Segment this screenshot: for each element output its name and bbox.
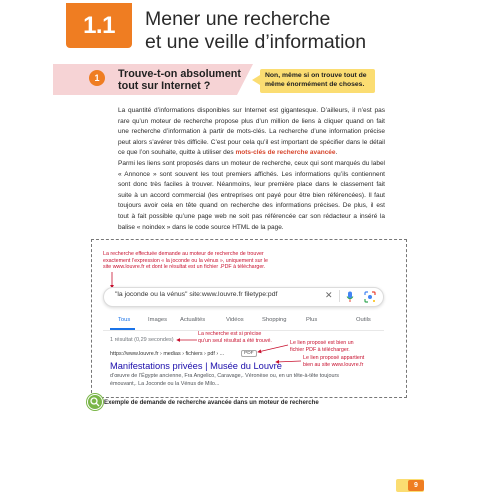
pdf-badge: PDF <box>241 350 257 357</box>
tab-videos[interactable]: Vidéos <box>226 317 244 323</box>
answer-line-2: même énormément de choses. <box>265 81 365 88</box>
body-line: peut alors s’avérer très difficile. C’est pour cela qu’il est important de spécifier dans le détail <box>118 138 385 146</box>
annotation-line: Le lien proposé appartient <box>303 355 365 361</box>
body-line: sont donc très faciles à trouver. Néanmoins, leur première place dans le classement fait <box>118 181 385 189</box>
camera-lens-icon[interactable] <box>364 290 376 308</box>
annotation-site <box>303 355 398 368</box>
annotation-line: La recherche effectuée demande au moteur de recherche de trouver <box>103 251 264 257</box>
annotation-line: fichier PDF à télécharger. <box>290 346 350 353</box>
page-title-line-1: Mener une recherche <box>145 8 331 30</box>
result-snippet <box>110 373 339 388</box>
question-line-2: tout sur Internet ? <box>118 80 211 92</box>
annotation-line: La recherche est si précise <box>198 331 262 337</box>
body-line: balise « noindex » dans le code source HTML de la page. <box>118 223 284 231</box>
body-line-start: ce que l’on souhaite, quitte à utiliser des <box>118 149 234 157</box>
annotation-line: bien au site www.louvre.fr <box>303 361 364 368</box>
page-number: 9 <box>408 480 424 491</box>
answer-line-1: Non, même si on trouve tout de <box>265 72 367 79</box>
search-divider <box>339 290 340 302</box>
question-number-badge: 1 <box>89 70 105 86</box>
body-line: rare qu’un moteur de recherche propose plus d’un million de liens à cliquer quand on fait <box>118 117 385 125</box>
snippet-line: d’œuvre de l’Égypte ancienne, Fra Angelico, Caravage,. Véronèse ou, en un tête-à-tête toujours <box>110 373 339 379</box>
result-url[interactable]: https://www.louvre.fr › medias › fichiers › pdf › ... <box>110 351 225 357</box>
body-line: suite à un accord commercial (les entreprises ont payé pour être bien référencées). Il faut <box>118 191 385 199</box>
body-line: La quantité d’informations disponibles sur Internet est gigantesque. D’ailleurs, il n’est pas <box>118 107 385 114</box>
body-line: « Annonce » sont souvent les tout premiers affichés. Les informations qu’ils contiennent <box>118 170 385 178</box>
section-number: 1.1 <box>83 11 115 39</box>
tab-actualites[interactable]: Actualités <box>180 317 206 323</box>
result-count: 1 résultat (0,29 secondes) <box>110 337 174 343</box>
keyword-suffix: . <box>335 149 338 157</box>
tab-outils[interactable]: Outils <box>356 317 371 323</box>
annotation-line: Le lien proposé est bien un <box>290 340 354 346</box>
body-line: Parmi les liens sont proposés dans un moteur de recherche, ceux qui sont marqués du label <box>118 159 385 167</box>
tab-plus[interactable]: Plus <box>306 317 318 323</box>
active-tab-indicator <box>110 328 135 330</box>
keyword-highlight: mots-clés de recherche avancée <box>235 149 336 157</box>
question-line-1: Trouve-t-on absolument <box>118 68 241 80</box>
snippet-line: émouvant,. La Joconde ou la Vénus de Milo... <box>110 380 220 387</box>
tab-tous[interactable]: Tous <box>118 317 131 323</box>
example-caption: Exemple de demande de recherche avancée dans un moteur de recherche <box>104 399 319 406</box>
page-title-line-2: et une veille d’information <box>145 31 367 53</box>
microphone-icon[interactable] <box>346 290 354 308</box>
tab-images[interactable]: Images <box>148 317 168 323</box>
result-title-link[interactable]: Manifestations privées | Musée du Louvre <box>110 361 282 371</box>
body-line: tout à fait possible qu’une page web ne soit pas référencée car son rédacteur a inséré la <box>118 212 385 220</box>
annotation-pdf <box>290 340 390 353</box>
annotation-line: qu’un seul résultat a été trouvé. <box>198 337 272 344</box>
annotation-line: exactement l’expression « la joconde ou la vénus », uniquement sur le <box>103 257 268 264</box>
magnifier-badge-icon <box>87 394 103 410</box>
tab-shopping[interactable]: Shopping <box>262 317 287 323</box>
close-icon[interactable]: ✕ <box>325 290 333 300</box>
arrow-to-pdf <box>258 345 288 352</box>
body-line: une recherche d’information à partir de mots-clés. La recherche d’une information précise <box>118 128 385 136</box>
body-line: toujours avoir cela en tête quand on recherche des informations précises. De plus, il est <box>118 202 385 210</box>
annotation-line: site www.louvre.fr et dont le résultat est un fichier .PDF à télécharger. <box>103 264 266 271</box>
search-query-text: "la joconde ou la vénus" site:www.louvre.fr filetype:pdf <box>115 291 278 298</box>
